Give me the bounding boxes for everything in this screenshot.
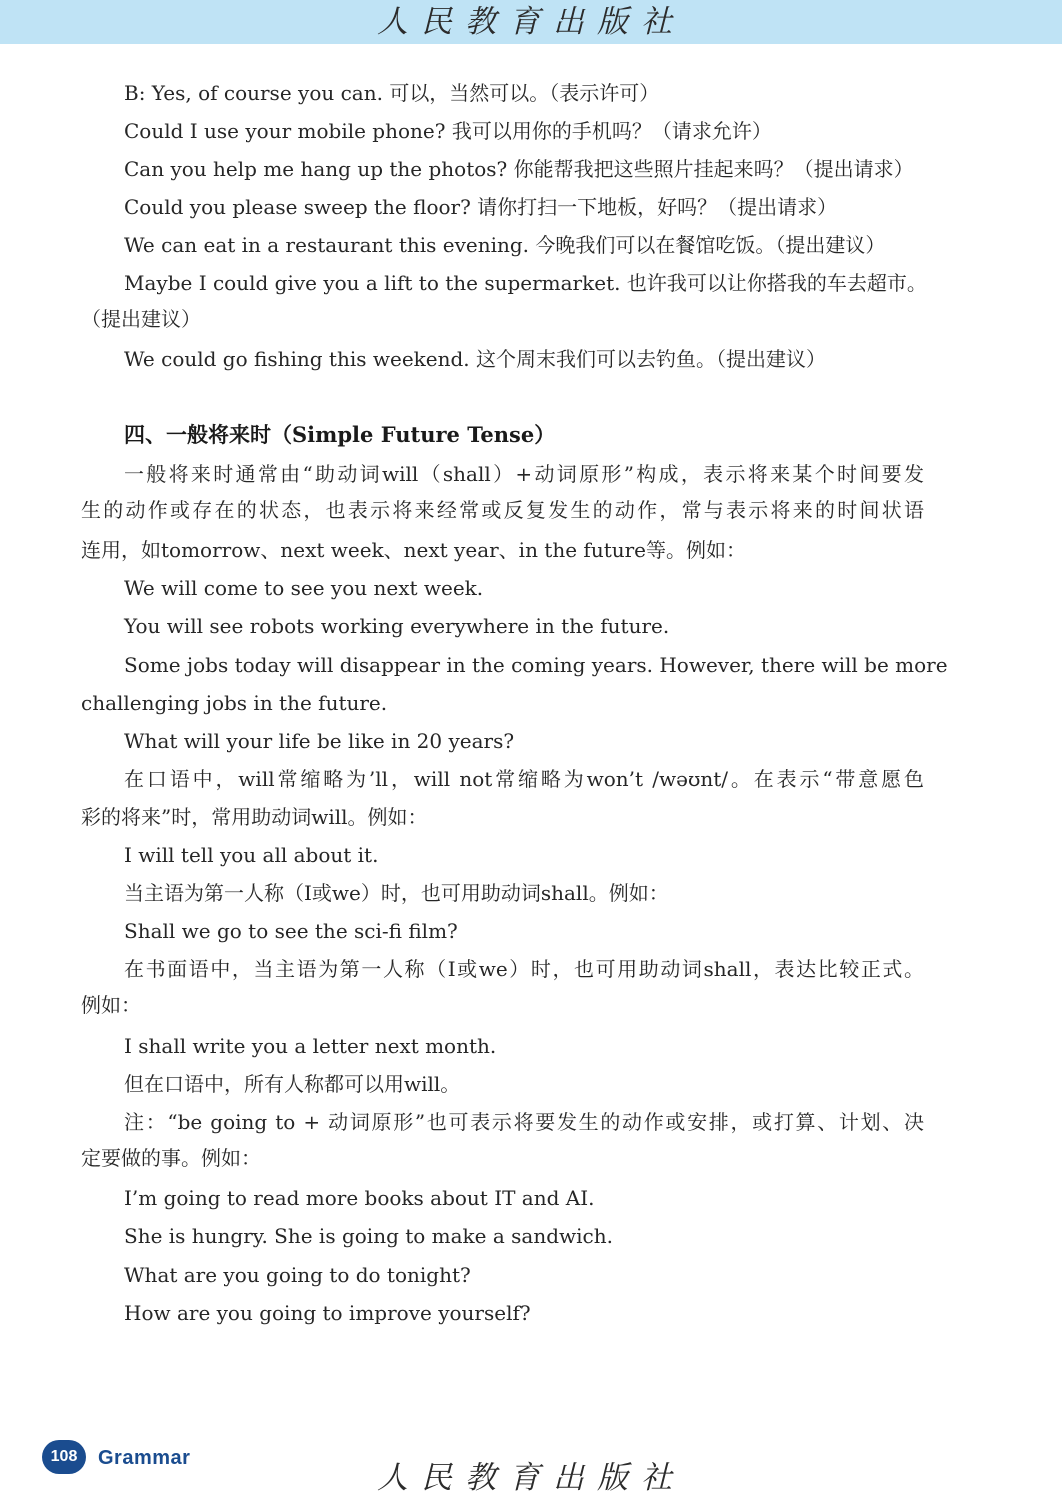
note-line: 定要做的事。例如： (81, 1146, 261, 1170)
paragraph-line: 当主语为第一人称（I或we）时，也可用助动词shall。例如： (124, 881, 669, 905)
text-line: B: Yes, of course you can. 可以，当然可以。（表示许可） (124, 81, 660, 105)
example-sentence: I shall write you a letter next month. (124, 1034, 497, 1058)
example-sentence: challenging jobs in the future. (81, 691, 388, 715)
text-line: Could you please sweep the floor? 请你打扫一下地板，好吗？（提出请求） (124, 195, 838, 219)
example-sentence: I’m going to read more books about IT and AI. (124, 1186, 595, 1210)
paragraph-line: 生的动作或存在的状态，也表示将来经常或反复发生的动作，常与表示将来的时间状语 (81, 498, 924, 522)
text-line: Can you help me hang up the photos? 你能帮我把这些照片挂起来吗？（提出请求） (124, 157, 914, 181)
example-sentence: What will your life be like in 20 years? (124, 729, 515, 753)
example-sentence: How are you going to improve yourself? (124, 1301, 531, 1325)
page-number-badge: 108 (42, 1440, 86, 1474)
paragraph-line: 但在口语中，所有人称都可以用will。 (124, 1072, 461, 1096)
footer-section-title: Grammar (98, 1447, 191, 1469)
example-sentence: Shall we go to see the sci-fi film? (124, 919, 458, 943)
text-line: Maybe I could give you a lift to the supermarket. 也许我可以让你搭我的车去超市。 (124, 271, 927, 295)
paragraph-line: 在书面语中，当主语为第一人称（I或we）时，也可用助动词shall，表达比较正式。 (124, 957, 924, 981)
example-sentence: She is hungry. She is going to make a sandwich. (124, 1224, 613, 1248)
text-line: （提出建议） (81, 307, 201, 331)
text-line: We can eat in a restaurant this evening. 今晚我们可以在餐馆吃饭。（提出建议） (124, 233, 886, 257)
paragraph-line: 一般将来时通常由“助动词will（shall）+动词原形”构成，表示将来某个时间要发 (124, 462, 924, 486)
note-line: 注：“be going to + 动词原形”也可表示将要发生的动作或安排，或打算、计划、决 (124, 1110, 924, 1134)
paragraph-line: 连用，如tomorrow、next week、next year、in the future等。例如： (81, 538, 747, 562)
example-sentence: You will see robots working everywhere in the future. (124, 614, 670, 638)
paragraph-line: 在口语中，will常缩略为’ll，will not常缩略为won’t /wəʊnt/。在表示“带意愿色 (124, 767, 924, 791)
text-line: We could go fishing this weekend. 这个周末我们可以去钓鱼。（提出建议） (124, 347, 827, 371)
example-sentence: I will tell you all about it. (124, 843, 379, 867)
example-sentence: Some jobs today will disappear in the coming years. However, there will be more (124, 653, 948, 677)
publisher-logo-bottom: 人民教育出版社 (377, 1460, 685, 1496)
example-sentence: We will come to see you next week. (124, 576, 484, 600)
text-line: Could I use your mobile phone? 我可以用你的手机吗？（请求允许） (124, 119, 772, 143)
example-sentence: What are you going to do tonight? (124, 1263, 471, 1287)
publisher-logo-top: 人民教育出版社 (377, 4, 685, 40)
section-heading: 四、一般将来时（Simple Future Tense） (124, 422, 556, 447)
paragraph-line: 例如： (81, 993, 141, 1017)
paragraph-line: 彩的将来”时，常用助动词will。例如： (81, 805, 428, 829)
